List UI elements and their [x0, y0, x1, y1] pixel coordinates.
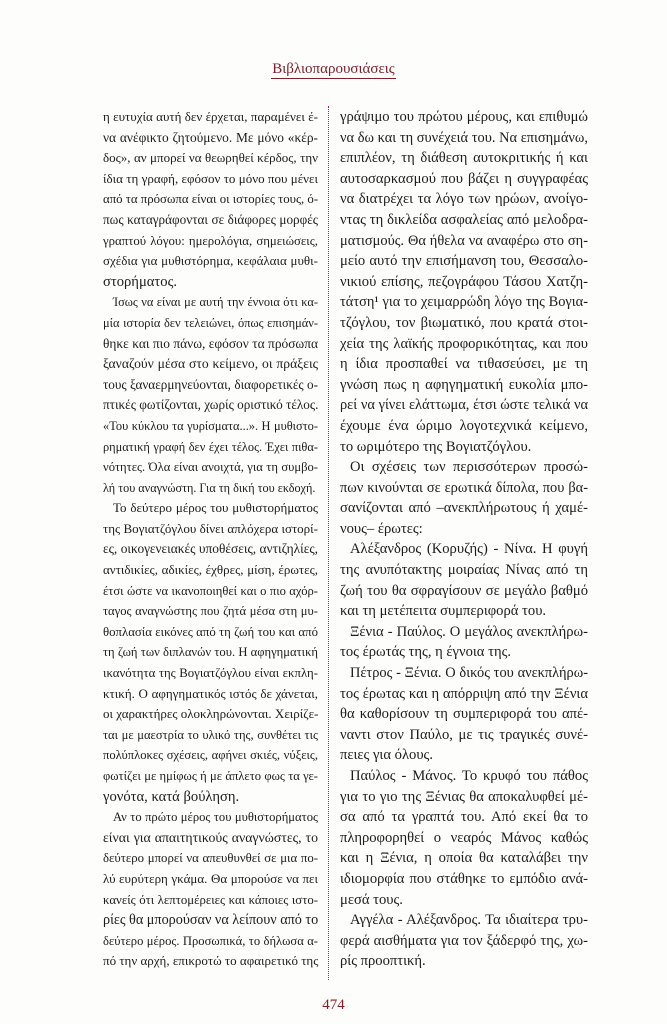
text-line: Αλέξανδρος (Κορυζής) - Νίνα. Η φυγή: [350, 541, 588, 558]
text-line: Πέτρος - Ξένια. Ο δικός του ανεκπλήρω-: [350, 665, 588, 682]
text-line: έχουμε ένα ώριμο λογοτεχνικά κείμενο,: [340, 417, 588, 434]
text-line: ες, οικογενειακές υποθέσεις, αντιζηλίες,: [103, 541, 318, 557]
text-line: ρίς προοπτική.: [340, 953, 426, 970]
paragraph: [340, 910, 588, 972]
text-line: νους– έρωτες:: [340, 520, 423, 537]
paragraph: [103, 807, 318, 972]
left-column: [103, 107, 318, 972]
text-line: αυτοσαρκασμού που βάζει η συγγραφέας: [340, 170, 588, 187]
text-line: ίδια τη γραφή, εφόσον το μόνο που μένει: [103, 170, 318, 186]
text-line: μία ιστορία δεν τελειώνει, όπως επισημάν-: [103, 315, 318, 330]
text-line: θηκε και πιο πάνω, εφόσον τα πρόσωπα: [103, 335, 318, 351]
text-line: ξαναζούν μέσα στο κείμενο, οι πράξεις: [103, 356, 318, 372]
text-line: ταγος αναγνώστης που ζητά μέσα στη μυ-: [103, 604, 318, 619]
text-line: στορήματος.: [103, 273, 178, 290]
right-column: [340, 107, 588, 972]
text-line: ντας τη δικλείδα ασφαλείας από μελοδρα-: [340, 211, 588, 228]
text-line: γραπτού λόγου: ημερολόγια, σημειώσεις,: [103, 233, 318, 248]
text-line: σχέδια για μυθιστόρημα, κεφάλαια μυθι-: [103, 253, 318, 269]
paragraph: [340, 457, 588, 539]
text-line: είναι για απαιτητικούς αναγνώστες, το: [103, 829, 318, 845]
text-line: της ανυπότακτης μοιραίας Νίνας από τη: [340, 562, 588, 579]
text-line: ρεί να γίνει ελάττωμα, έτσι ώστε τελικά να: [340, 397, 588, 414]
text-line: το ωριμότερο της Βογιατζόγλου.: [340, 438, 532, 455]
text-line: κτική. Ο αφηγηματικός ιστός δε χάνεται,: [103, 685, 318, 701]
text-line: πολύπλοκες σχέσεις, αφήνει σκιές, νύξεις,: [103, 748, 318, 763]
text-line: σα από τα γραπτά του. Από εκεί θα το: [340, 809, 588, 826]
text-line: Παύλος - Μάνος. Το κρυφό του πάθος: [350, 768, 588, 784]
text-line: θα καθορίσουν τη συμπεριφορά του απέ-: [340, 706, 588, 723]
text-line: θοπλασία εικόνες από τη ζωή του και από: [103, 624, 318, 639]
text-line: δεύτερο μπορεί να απευθυνθεί σε μια πο-: [103, 851, 318, 866]
paragraph: [340, 107, 588, 457]
page-number: 474: [322, 997, 345, 1013]
text-line: νικιού επίσης, πεζογράφου Τάσου Χατζη-: [340, 273, 588, 290]
text-line: πειες για όλους.: [340, 747, 433, 764]
section-title: Βιβλιοπαρουσιάσεις: [272, 61, 395, 77]
text-line: τους ξαναερμηνεύονται, διαφορετικές ο-: [103, 376, 318, 392]
text-line: ρίες θα μπορούσαν να λείπουν από το: [103, 912, 319, 929]
text-line: ρηματική γραφή δεν έχει τέλος. Έχει πιθα-: [103, 439, 318, 454]
paragraph: [340, 539, 588, 621]
text-line: Οι σχέσεις των περισσότερων προσώ-: [350, 459, 588, 476]
text-line: Ίσως να είναι με αυτή την έννοια ότι κα-: [113, 295, 318, 310]
text-line: Ξένια - Παύλος. Ο μεγάλος ανεκπλήρω-: [350, 623, 588, 640]
text-line: οι χαρακτήρες ολοκληρώνονται. Χειρίζε-: [103, 706, 319, 722]
text-line: μείο αυτό την επισήμανση του, Θεσσαλο-: [340, 253, 588, 270]
text-line: δεύτερο μέρος. Προσωπικά, το δήλωσα α-: [103, 933, 318, 948]
text-line: πληροφορηθεί ο νεαρός Μάνος καθώς: [340, 829, 588, 846]
text-line: της Βογιατζόγλου δίνει απλόχερα ιστορί-: [103, 520, 318, 536]
text-line: ικανότητα της Βογιατζόγλου είναι εκπλη-: [103, 666, 318, 681]
paragraph: [340, 622, 588, 663]
running-header: [0, 60, 667, 78]
text-line: λύ ευρύτερη γκάμα. Θα μπορούσε να πει: [103, 870, 318, 886]
paragraph: [103, 292, 318, 498]
text-line: γράψιμο του πρώτου μέρους, και επιθυμώ: [340, 109, 588, 125]
column-divider: [328, 106, 329, 980]
text-line: ται με μαεστρία το υλικό της, συνθέτει τις: [103, 727, 318, 742]
text-line: τζόγλου, τον βιωματικό, που κρατά στοι-: [340, 314, 588, 331]
text-line: Το δεύτερο μέρος του μυθιστορήματος: [113, 500, 318, 516]
text-line: τάτση¹ για το χειμαρρώδη λόγο της Βογια-: [340, 294, 588, 311]
text-line: λή του αναγνώστη. Για τη δική του εκδοχή.: [103, 480, 316, 495]
text-line: φωτίζει με ημίφως ή με άπλετο φως τα γε-: [103, 769, 318, 783]
text-line: και η Ξένια, η οποία θα καταλάβει την: [340, 850, 588, 867]
text-line: νότητες. Όλα είναι ανοιχτά, για τη συμβο-: [103, 460, 318, 475]
text-line: δος», αν μπορεί να θεωρηθεί κέρδος, την: [103, 150, 318, 166]
paragraph: [103, 107, 318, 292]
text-line: η ευτυχία αυτή δεν έρχεται, παραμένει έ-: [103, 109, 318, 124]
text-line: επιπλέον, τη διάθεση αυτοκριτικής ή και: [340, 150, 588, 167]
paragraph: [103, 498, 318, 807]
text-line: χεία της λαϊκής προφορικότητας, και που: [340, 335, 588, 352]
text-line: τος έρωτας και η απόρριψη από την Ξένια: [340, 685, 588, 702]
text-line: Αγγέλα - Αλέξανδρος. Τα ιδιαίτερα τρυ-: [350, 912, 588, 929]
text-line: Αν το πρώτο μέρος του μυθιστορήματος: [113, 810, 318, 825]
text-line: και τη μετέπειτα συμπεριφορά του.: [340, 603, 547, 620]
text-line: για το γιο της Ξένιας θα αποκαλυφθεί μέ-: [340, 788, 588, 805]
text-line: η ίδια προσπαθεί να τιθασεύσει, με τη: [340, 356, 588, 373]
text-line: ζωή του θα σφραγίσουν σε μεγάλο βαθμό: [340, 582, 588, 599]
text-line: σανίζονται από –ανεκπλήρωτους ή χαμέ-: [340, 500, 588, 517]
paragraph: [340, 766, 588, 910]
text-line: να διατρέχει τα λόγο των ηρώων, ανοίγο-: [340, 191, 588, 208]
text-line: να ανέφικτο ζητούμενο. Με μόνο «κέρ-: [103, 129, 318, 145]
paragraph: [340, 663, 588, 766]
text-line: φερά αισθήματα για τον ξάδερφό της, χω-: [340, 932, 588, 949]
text-line: πό την αρχή, επικροτώ το αφαιρετικό της: [103, 953, 319, 969]
text-line: πων κινούνται σε ερωτικά δίπολα, που βα-: [340, 479, 588, 496]
text-line: γνώση πως η αφηγηματική ευκολία μπο-: [340, 376, 588, 393]
text-line: να δω και τη συνέχειά του. Να επισημάνω,: [340, 129, 588, 146]
text-line: τος έρωτάς της, η έγνοια της.: [340, 644, 512, 661]
text-line: τη ζωή των διπλανών του. Η αφηγηματική: [103, 645, 318, 660]
text-line: πτικές φωτίζονται, χωρίς οριστικό τέλος.: [103, 397, 319, 413]
text-line: αντιδικίες, αδικίες, έχθρες, μίση, έρωτες,: [103, 562, 318, 578]
text-line: έτσι ώστε να ικανοποιηθεί και ο πιο αχόρ-: [103, 583, 318, 598]
text-line: ματισμούς. Θα ήθελα να αναφέρω στο ση-: [340, 232, 588, 249]
text-line: «Του κύκλου τα γυρίσματα...». Η μυθιστο-: [103, 418, 318, 433]
text-line: ναντι στον Παύλο, με τις τραγικές συνέ-: [340, 726, 588, 743]
text-line: γονότα, κατά βούληση.: [103, 788, 240, 805]
text-line: κανείς ότι λεπτομέρειες και κάποιες ιστο-: [103, 892, 318, 907]
text-line: ιδιομορφία που στάθηκε το εμπόδιο ανά-: [340, 870, 588, 887]
text-line: πως καταγράφονται σε διάφορες μορφές: [103, 211, 318, 227]
text-line: μεσά τους.: [340, 891, 403, 908]
text-line: από τα πρόσωπα είναι οι ιστορίες τους, ό-: [103, 192, 319, 207]
